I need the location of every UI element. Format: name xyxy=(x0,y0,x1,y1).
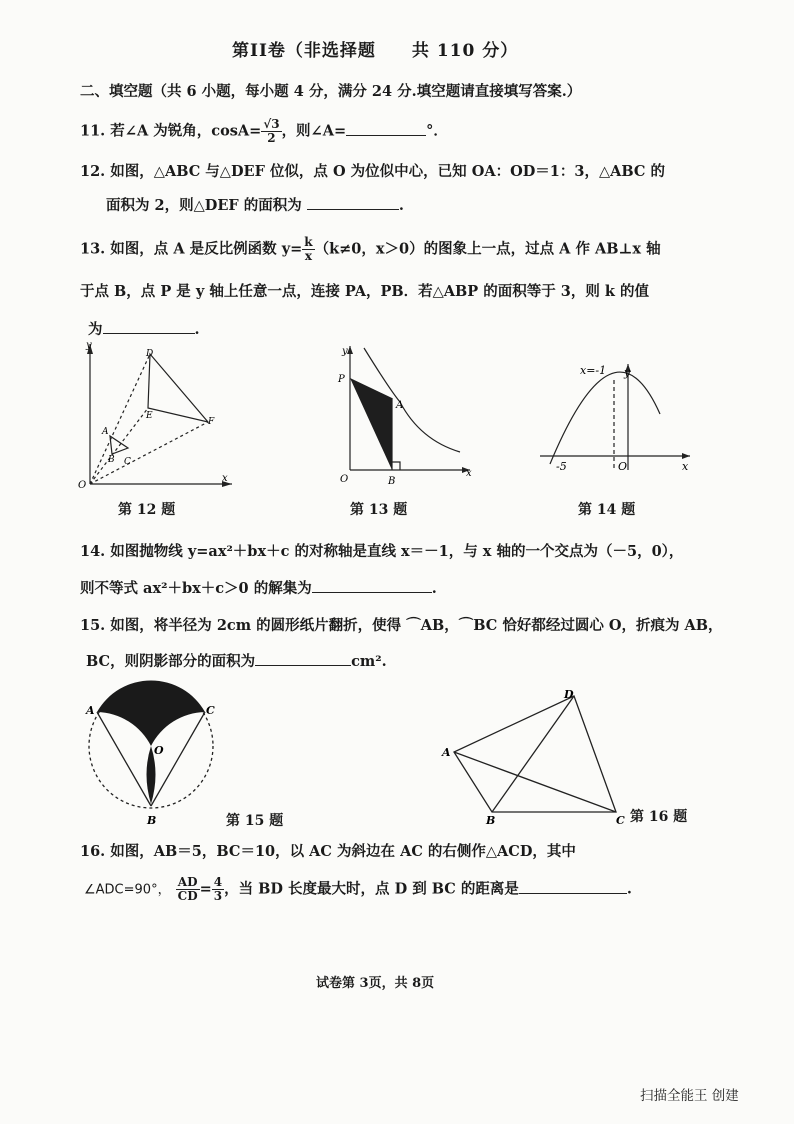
question-number: 13. xyxy=(80,240,106,258)
question-text: 如图，△ABC 与△DEF 位似，点 O 为位似中心，已知 OA：OD＝1：3，△ABC 的 xyxy=(110,163,665,180)
question-text: 如图抛物线 y=ax²＋bx＋c 的对称轴是直线 x＝－1，与 x 轴的一个交点为（－5，0）， xyxy=(110,543,684,560)
point-label-c: C xyxy=(616,814,625,824)
fraction-numerator: 4 xyxy=(213,875,223,889)
answer-blank[interactable] xyxy=(519,879,627,894)
symmetry-axis-label: x=-1 xyxy=(580,364,607,377)
punctuation: . xyxy=(194,321,200,338)
triangle-def xyxy=(148,354,208,422)
question-text: ，则∠A= xyxy=(281,122,347,140)
figure-12 xyxy=(62,338,242,498)
question-number: 15. xyxy=(80,617,106,634)
question-text: BC，则阴影部分的面积为 xyxy=(86,653,256,670)
question-text: （k≠0，x＞0）的图象上一点，过点 A 作 AB⊥x 轴 xyxy=(314,240,661,258)
point-label-a: A xyxy=(396,400,404,411)
shaded-region-top xyxy=(97,680,205,746)
question-text: 若∠A 为锐角，cosA= xyxy=(110,122,262,140)
question-number: 12. xyxy=(80,163,106,180)
question-number: 16. xyxy=(80,843,106,860)
question-13-line1 xyxy=(80,236,661,263)
diagonal-ac xyxy=(454,752,616,812)
quadrilateral-abcd xyxy=(454,696,616,812)
point-label-b: B xyxy=(147,814,157,827)
fraction xyxy=(212,876,224,903)
tick-label-neg5: -5 xyxy=(556,460,567,473)
question-text: ∠ADC=90°， xyxy=(84,882,171,898)
point-label-f: F xyxy=(208,417,215,427)
parabola-curve xyxy=(550,372,660,464)
caption-figure-15: 第 15 题 xyxy=(226,813,284,829)
question-text: 面积为 2，则△DEF 的面积为 xyxy=(106,197,302,214)
caption-figure-12: 第 12 题 xyxy=(118,502,176,518)
point-label-a: A xyxy=(102,427,109,437)
page-title: 第II卷（非选择题 共 110 分） xyxy=(232,41,519,61)
punctuation: . xyxy=(398,197,404,214)
point-label-o: O xyxy=(154,744,164,757)
figure-16 xyxy=(438,684,638,824)
triangle-abc xyxy=(110,436,128,454)
section-heading: 二、填空题（共 6 小题，每小题 4 分，满分 24 分.填空题请直接填写答案.） xyxy=(80,83,582,100)
question-13-line3 xyxy=(88,318,200,339)
page-footer: 试卷第 3页，共 8页 xyxy=(316,976,435,991)
question-number: 11. xyxy=(80,122,106,140)
caption-figure-13: 第 13 题 xyxy=(350,502,408,518)
point-label-c: C xyxy=(206,704,215,717)
point-label-b: B xyxy=(486,814,496,824)
question-unit: cm². xyxy=(351,653,387,670)
answer-blank[interactable] xyxy=(346,121,426,136)
question-text: 如图，将半径为 2cm 的圆形纸片翻折，使得 ⌒AB，⌒BC 恰好都经过圆心 O，折痕为 AB， xyxy=(110,617,723,634)
point-label-d: D xyxy=(564,688,574,701)
answer-blank[interactable] xyxy=(312,578,432,593)
fraction-denominator: CD xyxy=(177,889,198,903)
question-text: 为 xyxy=(88,321,103,338)
fraction-denominator: 3 xyxy=(213,889,223,903)
scanner-watermark: 扫描全能王 创建 xyxy=(640,1088,739,1104)
axis-label-x: x xyxy=(682,460,689,473)
origin-label: O xyxy=(340,474,349,485)
figure-15 xyxy=(78,674,228,830)
question-16-line2 xyxy=(84,876,632,903)
question-text: 如图，点 A 是反比例函数 y= xyxy=(110,240,303,258)
question-14-line2 xyxy=(80,577,437,598)
diagonal-bd xyxy=(492,696,574,812)
fraction-denominator: 2 xyxy=(267,131,276,145)
question-15-line1 xyxy=(80,614,723,635)
question-number: 14. xyxy=(80,543,106,560)
point-label-c: C xyxy=(124,457,131,467)
origin-label: O xyxy=(618,460,628,473)
fraction-numerator: AD xyxy=(176,876,200,890)
point-label-b: B xyxy=(388,476,396,487)
axis-label-y: y xyxy=(624,366,631,379)
figure-14 xyxy=(540,360,700,480)
punctuation: . xyxy=(431,580,437,597)
point-label-a: A xyxy=(86,704,95,717)
point-label-b: B xyxy=(108,455,115,465)
axis-label-x: x xyxy=(466,468,472,479)
answer-blank[interactable] xyxy=(255,651,351,666)
point-label-p: P xyxy=(338,374,345,385)
caption-figure-16: 第 16 题 xyxy=(630,809,688,825)
axis-label-x: x xyxy=(222,473,228,484)
question-text: °． xyxy=(426,122,448,140)
answer-blank[interactable] xyxy=(307,195,399,210)
answer-blank[interactable] xyxy=(103,319,195,334)
punctuation: . xyxy=(626,880,632,898)
question-text: 如图，AB＝5，BC＝10，以 AC 为斜边在 AC 的右侧作△ACD，其中 xyxy=(110,843,576,860)
origin-label: O xyxy=(78,480,87,491)
question-13-line2: 于点 B，点 P 是 y 轴上任意一点，连接 PA，PB．若△ABP 的面积等于 3，则 k 的值 xyxy=(80,283,650,300)
question-15-line2 xyxy=(86,650,387,671)
fraction-numerator: k xyxy=(304,235,313,249)
axis-label-y: y xyxy=(342,346,348,357)
fraction xyxy=(176,876,200,903)
question-11 xyxy=(80,118,448,145)
fraction xyxy=(302,236,314,263)
question-text: 则不等式 ax²＋bx＋c＞0 的解集为 xyxy=(80,580,312,597)
question-12-line1 xyxy=(80,160,665,181)
point-label-a: A xyxy=(442,746,451,759)
question-12-line2 xyxy=(106,194,404,215)
point-label-e: E xyxy=(146,411,153,421)
fraction-numerator: √3 xyxy=(263,117,280,131)
caption-figure-14: 第 14 题 xyxy=(578,502,636,518)
figure-13 xyxy=(330,340,480,490)
question-text: ，当 BD 长度最大时，点 D 到 BC 的距离是 xyxy=(224,880,519,898)
axis-label-y: y xyxy=(86,340,92,351)
shaded-triangle-abp xyxy=(350,378,392,470)
question-14-line1 xyxy=(80,540,683,561)
fraction-denominator: x xyxy=(304,249,312,263)
fraction xyxy=(261,118,281,145)
equals-sign: = xyxy=(199,880,212,898)
question-16-line1 xyxy=(80,840,576,861)
point-label-d: D xyxy=(146,349,154,359)
